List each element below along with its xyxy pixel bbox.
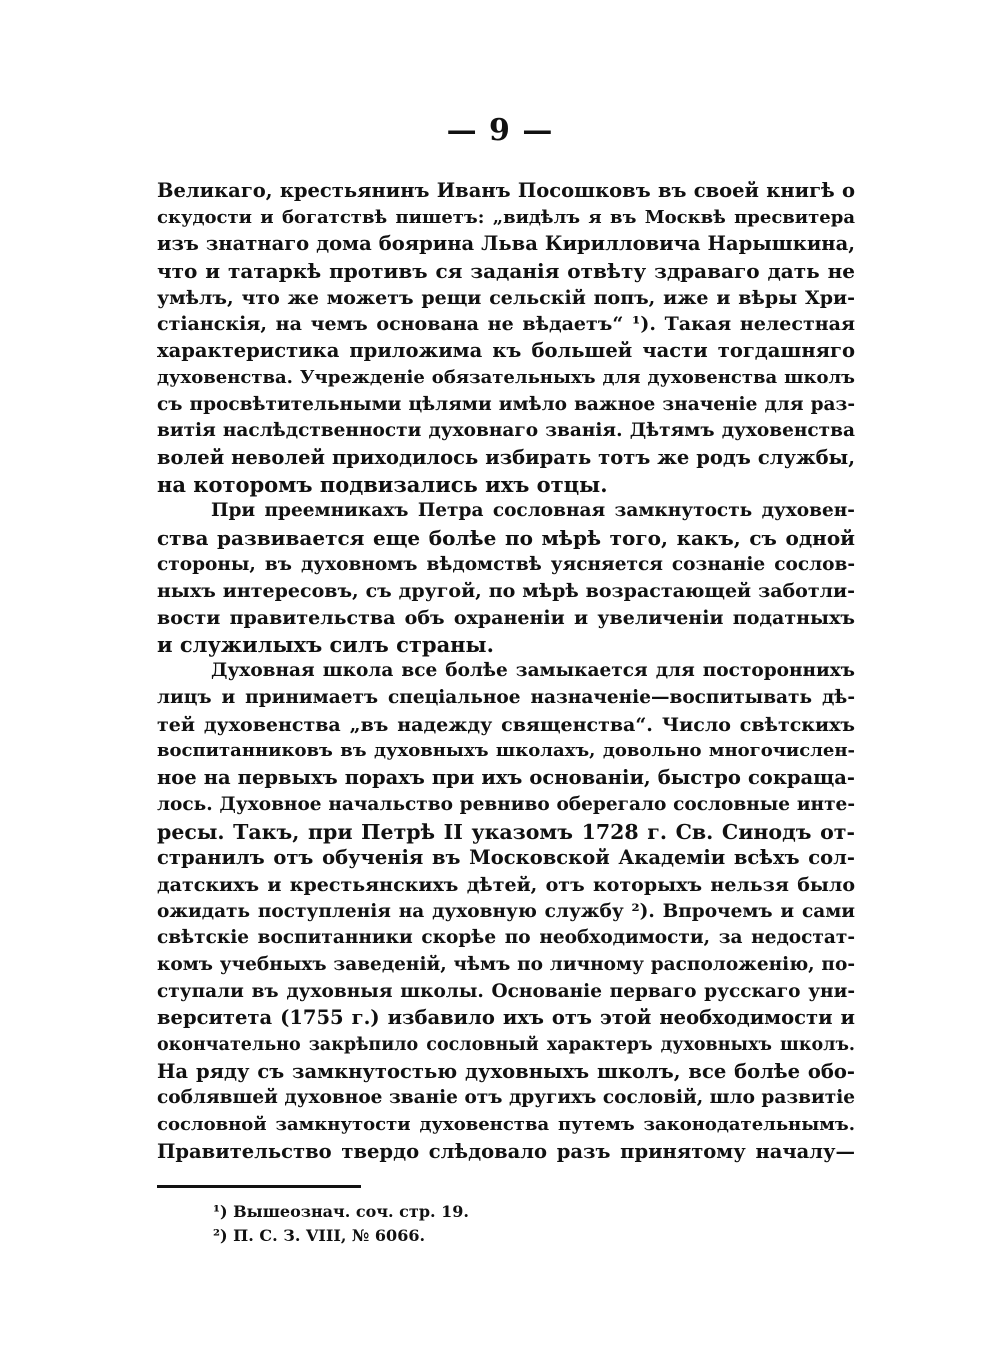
page-number: — 9 —	[446, 113, 554, 148]
text-line: тей духовенства „въ надежду священства“. Число свѣтскихъ	[157, 713, 855, 736]
text-line: Правительство твердо слѣдовало разъ принятому началу—	[157, 1139, 855, 1163]
text-line: скудости и богатствѣ пишетъ: „видѣлъ я въ Москвѣ пресвитера	[157, 206, 855, 228]
text-line: ныхъ интересовъ, съ другой, по мѣрѣ возрастающей заботли-	[157, 580, 855, 603]
text-line: что и татаркѣ противъ ся заданія отвѣту здраваго дать не	[157, 259, 855, 284]
text-line: странилъ отъ обученія въ Московской Академіи всѣхъ сол-	[157, 846, 855, 870]
footnote-1: ¹) Вышеознач. соч. стр. 19.	[213, 1202, 469, 1221]
text-line: изъ знатнаго дома боярина Льва Кирилловича Нарышкина,	[157, 232, 855, 256]
text-line: умѣлъ, что же можетъ рещи сельскій попъ, иже и вѣры Хри-	[157, 286, 855, 309]
paragraph-start-line: Духовная школа все болѣе замыкается для постороннихъ	[211, 660, 855, 682]
footnote-2: ²) П. С. З. VIII, № 6066.	[213, 1226, 426, 1245]
text-line: На ряду съ замкнутостью духовныхъ школъ, все болѣе обо-	[157, 1059, 855, 1083]
footnote-divider	[157, 1185, 361, 1188]
text-line: сословной замкнутости духовенства путемъ законодательнымъ.	[157, 1114, 855, 1136]
text-line: Великаго, крестьянинъ Иванъ Посошковъ въ своей книгѣ о	[157, 179, 855, 202]
text-line: ступали въ духовныя школы. Основаніе перваго русскаго уни-	[157, 980, 855, 1002]
text-line: витія наслѣдственности духовнаго званія. Дѣтямъ духовенства	[157, 420, 855, 442]
text-line: ное на первыхъ порахъ при ихъ основаніи, быстро сокраща-	[157, 766, 855, 790]
text-line: на которомъ подвизались ихъ отцы.	[157, 471, 608, 497]
text-line: свѣтскіе воспитанники скорѣе по необходимости, за недостат-	[157, 927, 855, 949]
text-line: вости правительства объ охраненіи и увеличеніи податныхъ	[157, 607, 855, 629]
text-line: ства развивается еще болѣе по мѣрѣ того, какъ, съ одной	[157, 525, 855, 550]
text-line: ожидать поступленія на духовную службу ²). Впрочемъ и сами	[157, 900, 855, 922]
text-line: духовенства. Учрежденіе обязательныхъ для духовенства школъ	[157, 366, 855, 388]
text-line: соблявшей духовное званіе отъ другихъ сословій, шло развитіе	[157, 1087, 855, 1109]
text-line: стіанскія, на чемъ основана не вѣдаетъ“ ¹). Такая нелестная	[157, 313, 855, 336]
text-line: лицъ и принимаетъ спеціальное назначеніе—воспитывать дѣ-	[157, 687, 855, 709]
footnotes	[213, 1200, 733, 1248]
text-line: верситета (1755 г.) избавило ихъ отъ этой необходимости и	[157, 1006, 855, 1030]
text-line: волей неволей приходилось избирать тотъ же родъ службы,	[157, 445, 855, 469]
text-line: съ просвѣтительными цѣлями имѣло важное значеніе для раз-	[157, 393, 855, 415]
text-line: лось. Духовное начальство ревниво оберегало сословные инте-	[157, 793, 855, 815]
body-text	[157, 178, 855, 1165]
text-line: и служилыхъ силъ страны.	[157, 631, 494, 657]
paragraph-start-line: При преемникахъ Петра сословная замкнутость духовен-	[211, 500, 855, 522]
text-line: датскихъ и крестьянскихъ дѣтей, отъ которыхъ нельзя было	[157, 873, 855, 896]
text-line: окончательно закрѣпило сословный характеръ духовныхъ школъ.	[157, 1035, 855, 1055]
text-line: воспитанниковъ въ духовныхъ школахъ, довольно многочислен-	[157, 740, 855, 762]
text-line: комъ учебныхъ заведеній, чѣмъ по личному расположенію, по-	[157, 953, 855, 975]
text-line: стороны, въ духовномъ вѣдомствѣ уясняется сознаніе сослов-	[157, 553, 855, 575]
text-line: характеристика приложима къ большей части тогдашняго	[157, 339, 855, 363]
text-line: ресы. Такъ, при Петрѣ II указомъ 1728 г. Св. Синодъ от-	[157, 819, 855, 844]
